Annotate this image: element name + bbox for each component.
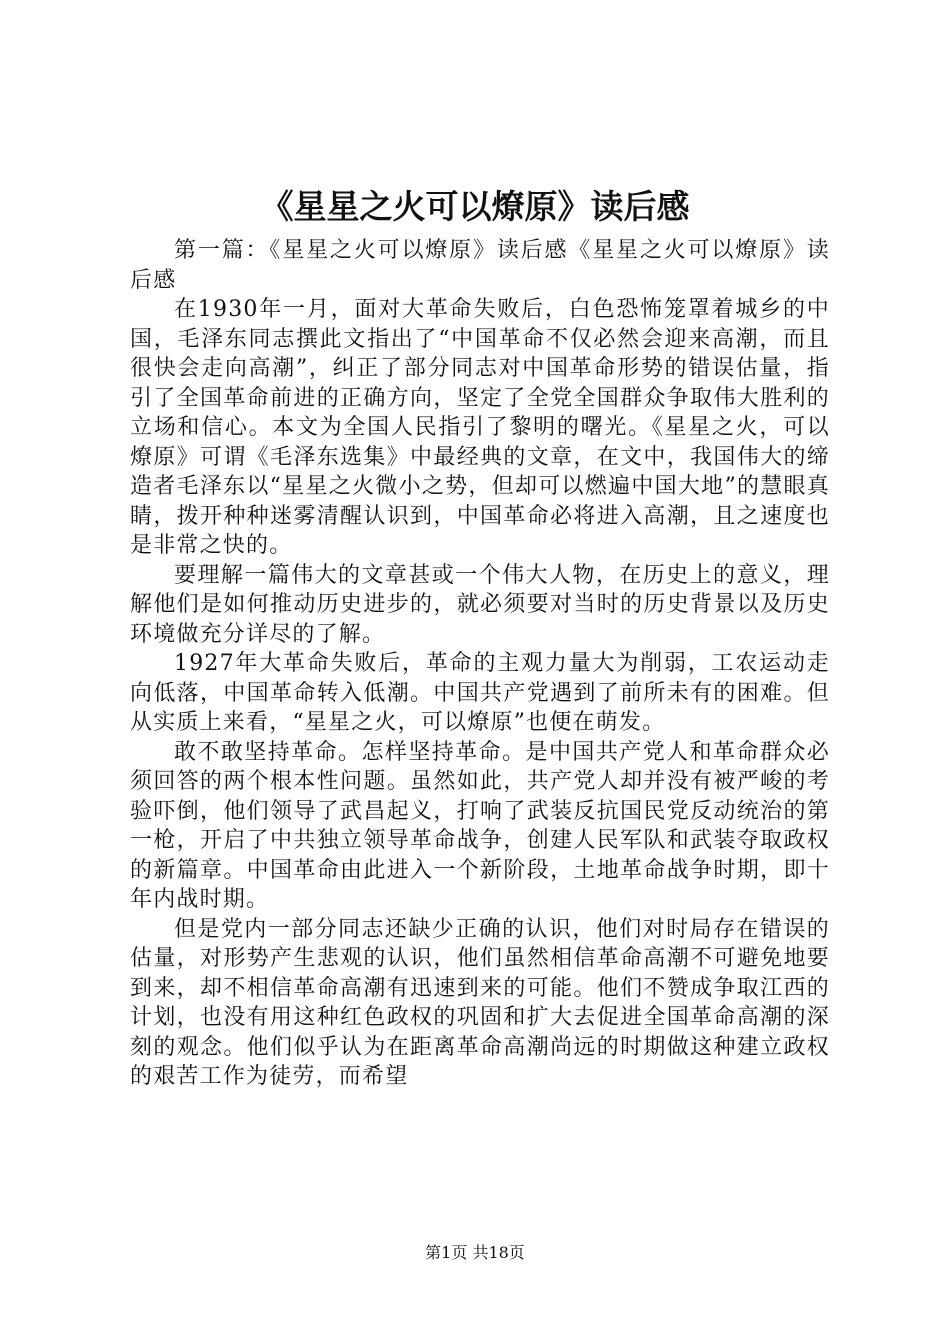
paragraph: 但是党内一部分同志还缺少正确的认识，他们对时局存在错误的估量，对形势产生悲观的认识，他们虽然相信革命高潮不可避免地要到来，却不相信革命高潮有迅速到来的可能。他们不赞成争取江西的计划，也没有用这种红色政权的巩固和扩大去促进全国革命高潮的深刻的观念。他们似乎认为在距离革命高潮尚远的时期做这种建立政权的艰苦工作为徒劳，而希望	[130, 916, 830, 1089]
document-title: 《星星之火可以燎原》读后感	[260, 187, 690, 226]
paragraph: 第一篇：《星星之火可以燎原》读后感《星星之火可以燎原》读后感	[130, 238, 830, 293]
paragraph: 要理解一篇伟大的文章甚或一个伟大人物，在历史上的意义，理解他们是如何推动历史进步的，就必须要对当时的历史背景以及历史环境做充分详尽的了解。	[130, 562, 830, 647]
paragraph: 1927年大革命失败后，革命的主观力量大为削弱，工农运动走向低落，中国革命转入低潮。中国共产党遇到了前所未有的困难。但从实质上来看，“星星之火，可以燎原”也便在萌发。	[130, 651, 830, 735]
paragraph: 在1930年一月，面对大革命失败后，白色恐怖笼罩着城乡的中国，毛泽东同志撰此文指出了“中国革命不仅必然会迎来高潮，而且很快会走向高潮”，纠正了部分同志对中国革命形势的错误估量，指引了全国革命前进的正确方向，坚定了全党全国群众争取伟大胜利的立场和信心。本文为全国人民指引了黎明的曙光。《星星之火，可以燎原》可谓《毛泽东选集》中最经典的文章，在文中，我国伟大的缔造者毛泽东以“星星之火微小之势，但却可以燃遍中国大地”的慧眼真睛，拨开种种迷雾清醒认识到，中国革命必将进入高潮，且之速度也是非常之快的。	[130, 297, 830, 558]
page-footer: 第1页 共18页	[425, 1243, 525, 1262]
document-body	[130, 236, 830, 1092]
paragraph: 敢不敢坚持革命。怎样坚持革命。是中国共产党人和革命群众必须回答的两个根本性问题。虽然如此，共产党人却并没有被严峻的考验吓倒，他们领导了武昌起义，打响了武装反抗国民党反动统治的第一枪，开启了中共独立领导革命战争，创建人民军队和武装夺取政权的新篇章。中国革命由此进入一个新阶段，土地革命战争时期，即十年内战时期。	[130, 739, 830, 912]
